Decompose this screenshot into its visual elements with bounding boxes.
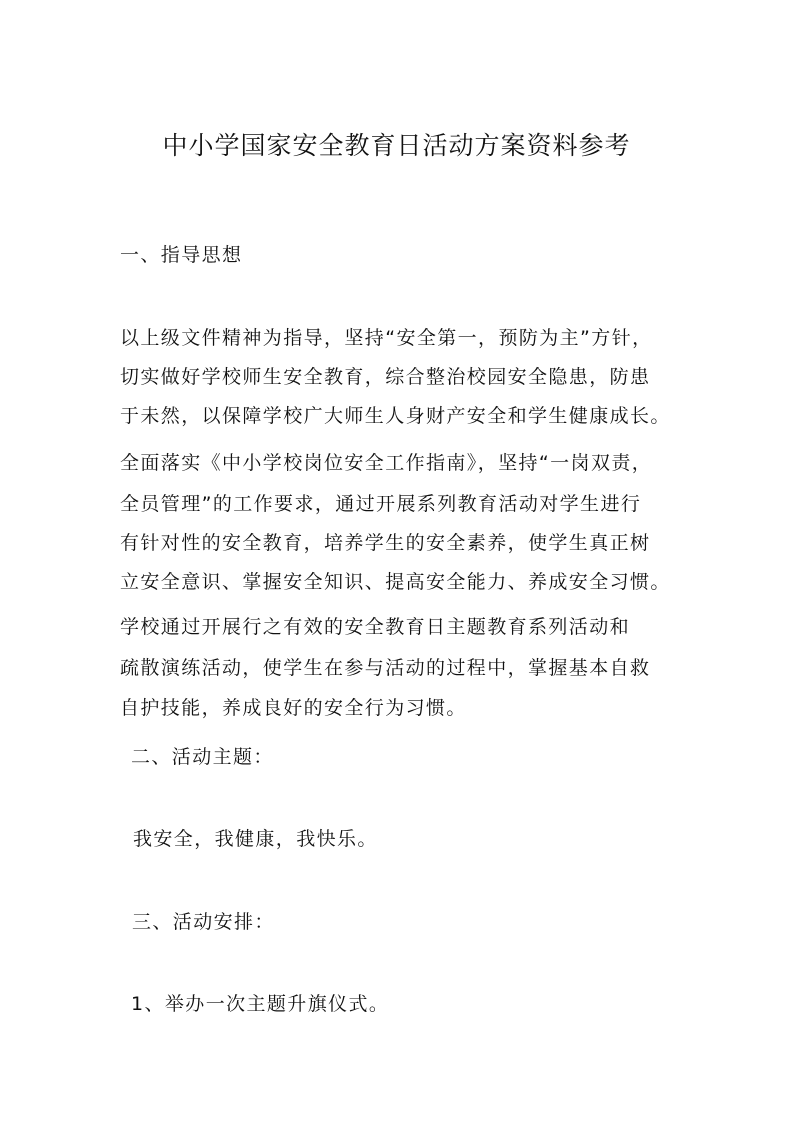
- paragraph-line: 全员管理”的工作要求，通过开展系列教育活动对学生进行: [120, 493, 642, 515]
- paragraph-line: 自护技能，养成良好的安全行为习惯。: [120, 697, 467, 719]
- paragraph-line: 疏散演练活动，使学生在参与活动的过程中，掌握基本自救: [120, 657, 651, 679]
- section-heading-activity-theme: 二、活动主题：: [131, 746, 274, 768]
- paragraph-line: 学校通过开展行之有效的安全教育日主题教育系列活动和: [120, 616, 631, 638]
- arrangement-item: 1、举办一次主题升旗仪式。: [131, 993, 390, 1015]
- section-heading-activity-arrangement: 三、活动安排：: [132, 911, 275, 933]
- paragraph-line: 切实做好学校师生安全教育，综合整治校园安全隐患，防患: [120, 366, 651, 388]
- paragraph-line: 以上级文件精神为指导，坚持“安全第一，预防为主”方针，: [120, 327, 653, 349]
- paragraph-line: 有针对性的安全教育，培养学生的安全素养，使学生真正树: [120, 532, 651, 554]
- paragraph-line: 立安全意识、掌握安全知识、提高安全能力、养成安全习惯。: [120, 571, 671, 593]
- activity-theme-text: 我安全，我健康，我快乐。: [133, 828, 378, 850]
- section-heading-guiding-thought: 一、指导思想: [120, 244, 243, 266]
- document-title: 中小学国家安全教育日活动方案资料参考: [162, 131, 631, 160]
- paragraph-line: 全面落实《中小学校岗位安全工作指南》，坚持“一岗双责，: [120, 452, 653, 474]
- paragraph-line: 于未然，以保障学校广大师生人身财产安全和学生健康成长。: [120, 405, 671, 427]
